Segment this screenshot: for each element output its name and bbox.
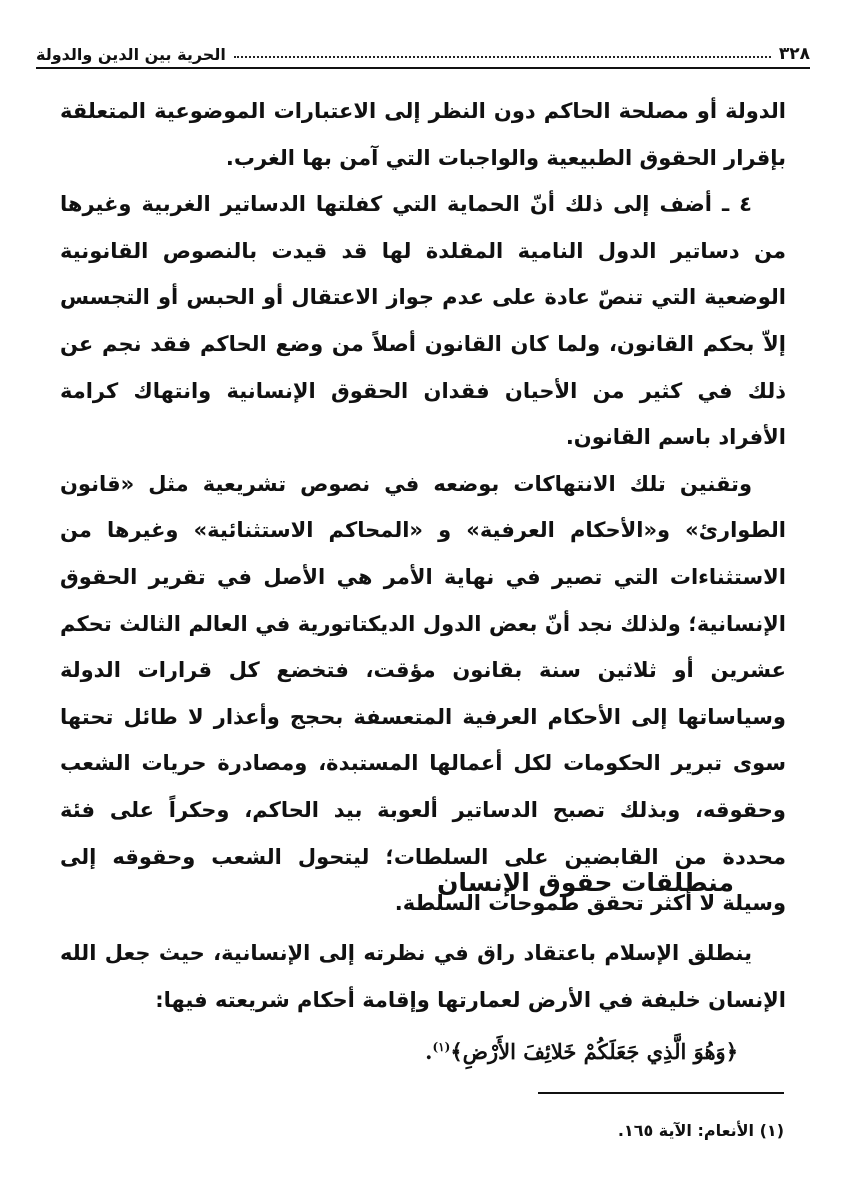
footnote: (١) الأنعام: الآية ١٦٥. bbox=[617, 1121, 784, 1140]
running-header bbox=[36, 34, 810, 64]
quran-verse bbox=[60, 1025, 738, 1074]
page-number: ٣٢٨ bbox=[778, 44, 810, 64]
paragraph-point-4: ٤ ـ أضف إلى ذلك أنّ الحماية التي كفلتها الدساتير الغربية وغيرها من دساتير الدول النامية المقلدة لها قد قيدت بالنصوص القانونية الوضعية التي تنصّ عادة على عدم جواز الاعتقال أو الحبس أو التجسس إلاّ بحكم القانون، ولما كان القانون أصلاً من وضع الحاكم فقد نجم عن ذلك في كثير من الأحيان فقدان الحقوق الإنسانية وانتهاك كرامة الأفراد باسم القانون. bbox=[60, 192, 786, 450]
section-text bbox=[60, 930, 786, 1023]
main-text bbox=[60, 88, 786, 927]
section-heading: منطلقات حقوق الإنسان bbox=[437, 868, 734, 897]
paragraph-continuation: الدولة أو مصلحة الحاكم دون النظر إلى الاعتبارات الموضوعية المتعلقة بإقرار الحقوق الطبيعية والواجبات التي آمن بها الغرب. bbox=[60, 99, 786, 170]
footnote-rule bbox=[538, 1092, 784, 1094]
running-title: الحرية بين الدين والدولة bbox=[36, 45, 226, 64]
footnote-ref: (١) bbox=[432, 1040, 451, 1054]
header-dot-leader bbox=[234, 56, 771, 58]
header-rule bbox=[36, 67, 810, 69]
verse-text: ﴿وَهُوَ الَّذِي جَعَلَكُمْ خَلائِفَ الأَرْضِ﴾ bbox=[450, 1039, 738, 1064]
paragraph-legislation: وتقنين تلك الانتهاكات بوضعه في نصوص تشريعية مثل «قانون الطوارئ» و«الأحكام العرفية» و «المحاكم الاستثنائية» وغيرها من الاستثناءات التي تصير في نهاية الأمر هي الأصل في تقرير الحقوق الإنسانية؛ ولذلك نجد أنّ بعض الدول الديكتاتورية في العالم الثالث تحكم عشرين أو ثلاثين سنة بقانون مؤقت، فتخضع كل قرارات الدولة وسياساتها إلى الأحكام العرفية المتعسفة بحجج وأعذار لا طائل تحتها سوى تبرير الحكومات لكل أعمالها المستبدة، ومصادرة حريات الشعب وحقوقه، وبذلك تصبح الدساتير ألعوبة بيد الحاكم، وحكراً على فئة محددة من القابضين على السلطات؛ ليتحول الشعب وحقوقه إلى وسيلة لا أكثر تحقق طموحات السلطة. bbox=[60, 471, 786, 916]
verse-end: . bbox=[425, 1039, 433, 1064]
section-paragraph: ينطلق الإسلام باعتقاد راق في نظرته إلى الإنسانية، حيث جعل الله الإنسان خليفة في الأرض لعمارتها وإقامة أحكام شريعته فيها: bbox=[60, 941, 786, 1012]
